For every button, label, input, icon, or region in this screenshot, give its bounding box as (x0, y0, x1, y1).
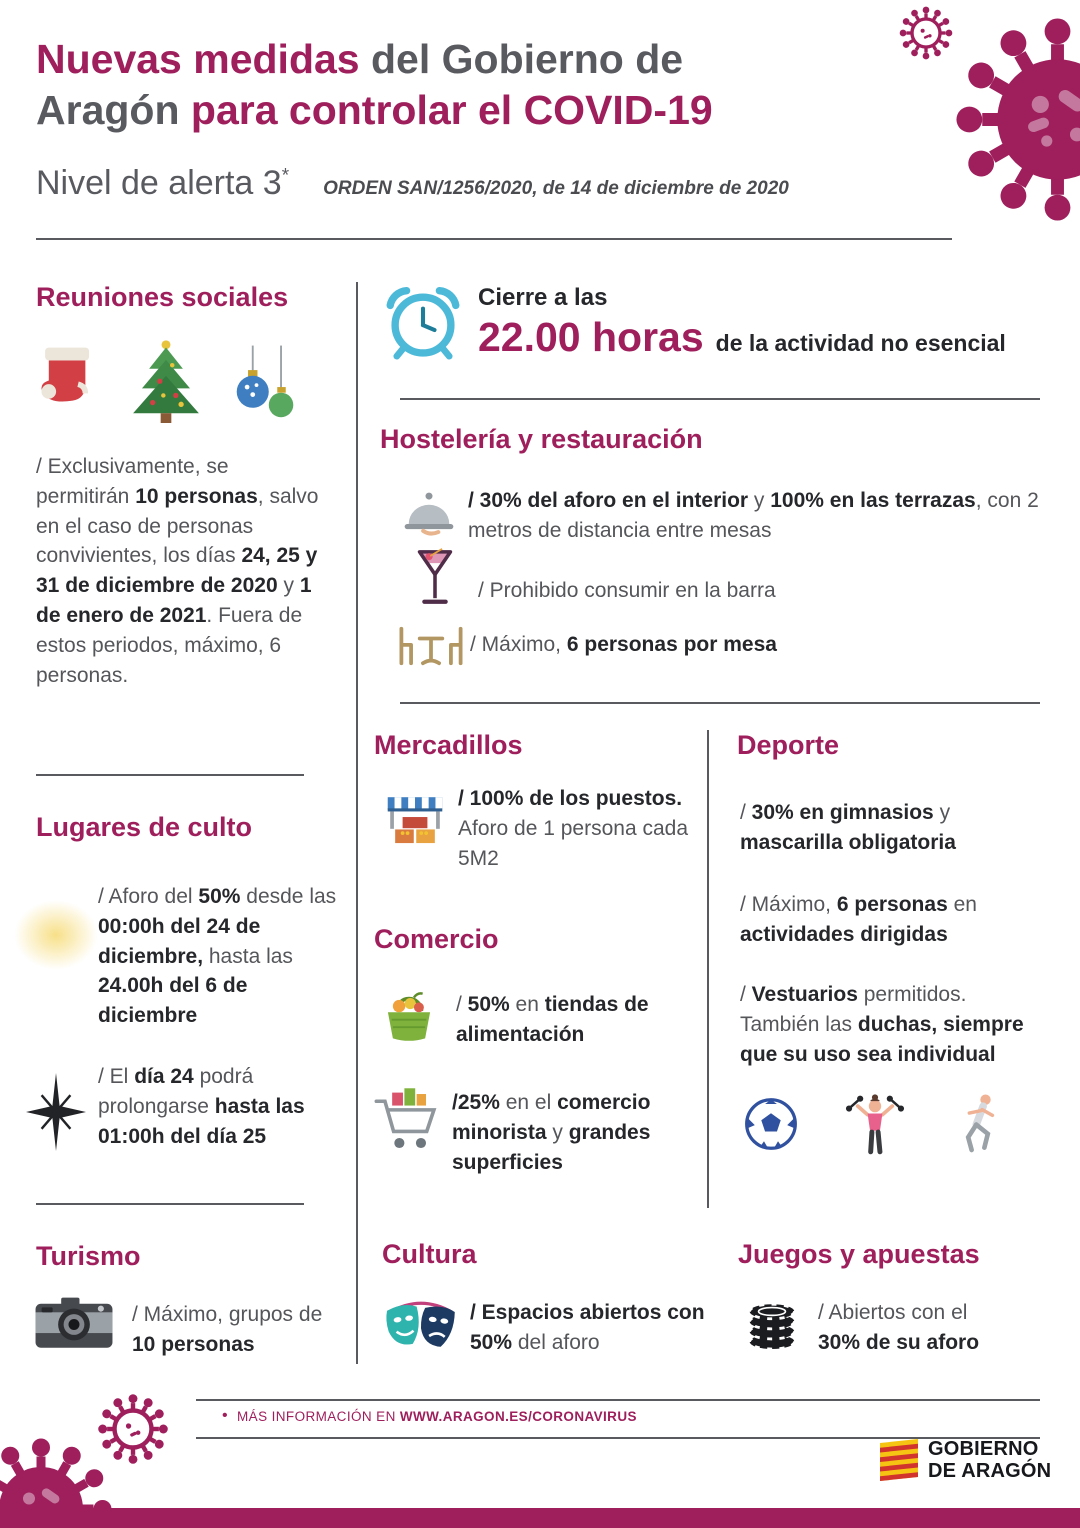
cocktail-icon (416, 546, 454, 610)
section-title-comercio: Comercio (374, 924, 499, 954)
closure-time: 22.00 horas (478, 314, 704, 360)
alarm-clock-icon (382, 278, 464, 364)
section-title-juegos: Juegos y apuestas (738, 1239, 980, 1269)
sparkle-star-icon (26, 1072, 86, 1152)
virus-icon (898, 5, 954, 61)
glow-icon (14, 900, 98, 970)
page-title-line1: Nuevas medidas del Gobierno de (36, 36, 684, 82)
cultura-item: / Espacios abiertos con 50% del aforo (470, 1301, 705, 1354)
reuniones-paragraph: / Exclusivamente, se permitirán 10 personas, salvo en el caso de personas convivientes, los días 24, 25 y 31 de diciembre de 2020 y 1 de enero de 2021. Fuera de estos periodos, máximo, 6 personas. (36, 455, 319, 687)
christmas-tree-icon (126, 334, 206, 432)
hosteleria-item-2: / Prohibido consumir en la barra (478, 579, 776, 602)
section-title-reuniones: Reuniones sociales (36, 282, 289, 312)
header-divider (36, 238, 952, 240)
divider (36, 1203, 304, 1205)
hosteleria-item-3: / Máximo, 6 personas por mesa (470, 633, 777, 656)
divider (400, 398, 1040, 400)
footer-url-link[interactable]: WWW.ARAGON.ES/CORONAVIRUS (399, 1408, 637, 1424)
divider (400, 702, 1040, 704)
page-title (36, 34, 713, 136)
hosteleria-item-1: / 30% del aforo en el interior y 100% en las terrazas, con 2 metros de distancia entre mesas (468, 489, 1039, 542)
section-title-cultura: Cultura (382, 1239, 477, 1269)
comercio-item-1: / 50% en tiendas de alimentación (456, 993, 649, 1046)
closure-banner (478, 284, 1006, 361)
culto-item-2: / El día 24 podrá prolongarse hasta las 01:00h del día 25 (98, 1065, 305, 1148)
alert-level-row (36, 164, 789, 203)
theater-masks-icon (382, 1290, 460, 1362)
turismo-item: / Máximo, grupos de 10 personas (132, 1303, 323, 1356)
deporte-item-2: / Máximo, 6 personas en actividades dirigidas (740, 893, 977, 946)
section-title-culto: Lugares de culto (36, 812, 253, 842)
grocery-basket-icon (378, 984, 440, 1048)
aragon-flag-icon (880, 1440, 918, 1480)
footer-info (222, 1407, 637, 1425)
bottom-accent-bar (0, 1508, 1080, 1528)
closure-detail: de la actividad no esencial (715, 330, 1006, 356)
divider (36, 774, 304, 776)
vertical-divider (707, 730, 709, 1208)
christmas-icons (36, 334, 298, 432)
virus-icon (950, 12, 1080, 227)
culto-item-1: / Aforo del 50% desde las 00:00h del 24 de diciembre, hasta las 24.00h del 6 de diciembre (98, 885, 337, 1028)
market-stall-icon (384, 789, 446, 855)
section-title-hosteleria: Hostelería y restauración (380, 424, 703, 454)
page-title-line2: Aragón para controlar el COVID-19 (36, 86, 713, 133)
mercadillos-item: / 100% de los puestos. Aforo de 1 persona cada 5M2 (458, 787, 688, 870)
alert-asterisk: * (281, 165, 290, 187)
runner-icon (952, 1091, 1004, 1157)
juegos-item: / Abiertos con el 30% de su aforo (818, 1301, 980, 1354)
section-title-mercadillos: Mercadillos (374, 730, 523, 760)
christmas-stocking-icon (36, 340, 100, 432)
shopping-cart-icon (372, 1082, 444, 1168)
soccer-ball-icon (744, 1097, 798, 1151)
deporte-item-3: / Vestuarios permitidos. También las duchas, siempre que su uso sea individual (740, 983, 1024, 1066)
footer-info-text: MÁS INFORMACIÓN EN WWW.ARAGON.ES/CORONAVIRUS (237, 1408, 637, 1424)
gobierno-aragon-logo (880, 1438, 1051, 1483)
camera-icon (34, 1294, 114, 1352)
logo-text: GOBIERNO DE ARAGÓN (928, 1438, 1052, 1483)
alert-level: Nivel de alerta 3* (36, 164, 290, 202)
bullet-icon: • (222, 1407, 229, 1424)
section-title-deporte: Deporte (737, 730, 840, 760)
closure-intro: Cierre a las (478, 284, 608, 311)
vertical-divider (356, 282, 358, 1364)
sports-icons (744, 1090, 1004, 1158)
comercio-item-2: /25% en el comercio minorista y grandes superficies (452, 1091, 651, 1174)
section-title-turismo: Turismo (36, 1241, 141, 1271)
baubles-icon (232, 344, 298, 432)
poker-chips-icon (744, 1290, 800, 1352)
table-chairs-icon (396, 624, 466, 668)
weightlifter-icon (844, 1090, 906, 1158)
deporte-item-1: / 30% en gimnasios y mascarilla obligatoria (740, 801, 956, 854)
order-reference: ORDEN SAN/1256/2020, de 14 de diciembre de 2020 (323, 178, 789, 199)
cloche-icon (400, 490, 458, 537)
footer-divider-top (196, 1399, 1040, 1401)
